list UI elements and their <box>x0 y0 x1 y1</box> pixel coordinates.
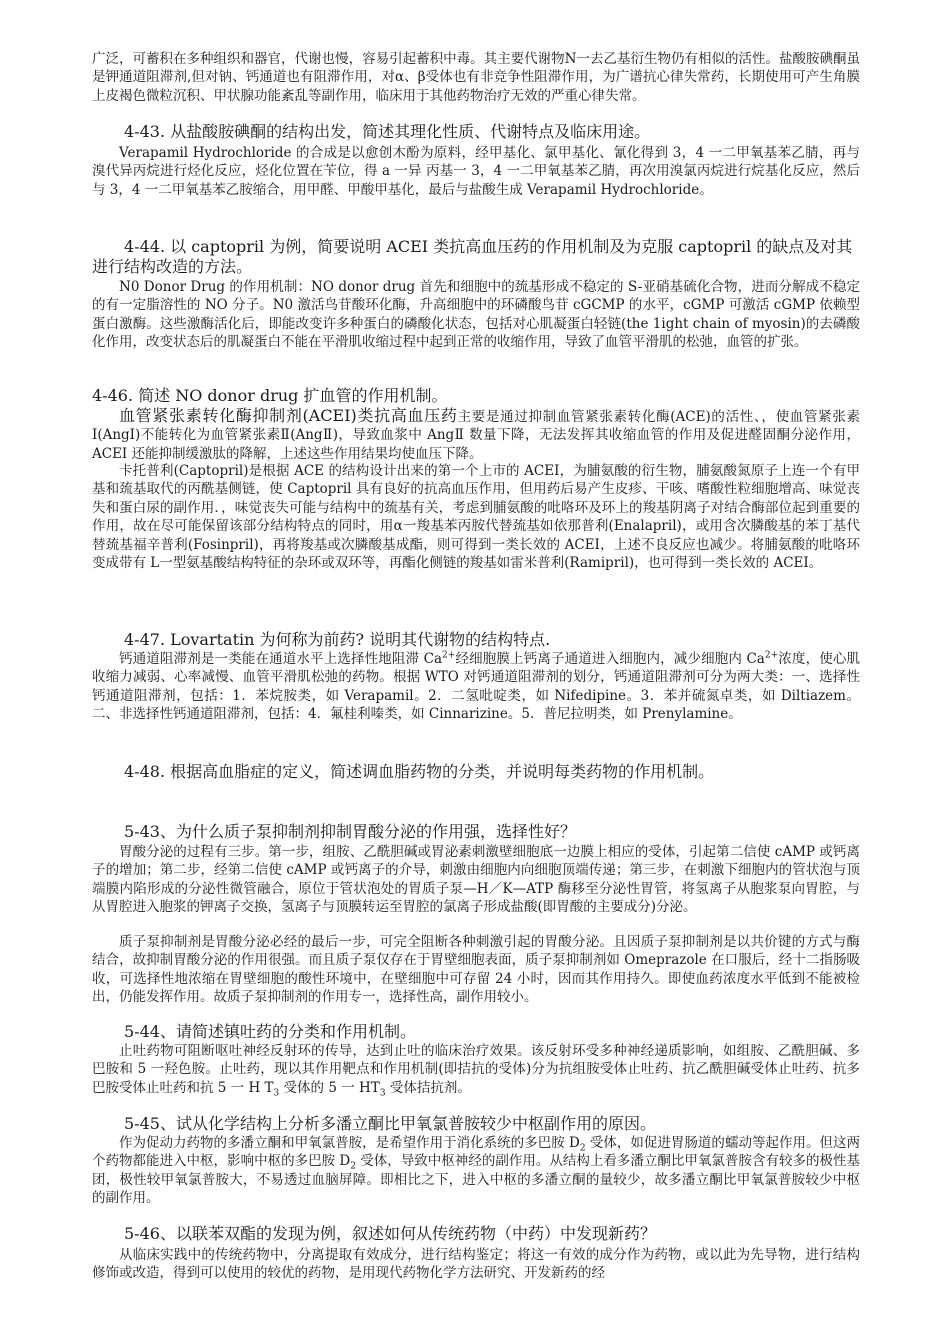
question-4-43: 4-43. 从盐酸胺碘酮的结构出发，简述其理化性质、代谢特点及临床用途。 <box>124 122 651 141</box>
answer-calcium-channel-blockers: 钙通道阻滞剂是一类能在通道水平上选择性地阻滞 $Ca^{2+}$经细胞膜上钙离子通道进入细胞内，减少细胞内 $Ca^{2+}$浓度，使心肌收缩力减弱、心率减慢、血管平滑肌松弛的药物。根据 WTO 对钙通道阻滞剂的划分，钙通道阻滞剂可分为两大类：一、选择性钙通道阻滞剂，包括：1．苯烷胺类，如 Verapamil。2．二氢吡啶类，如 Nifedipine。3．苯并硫氮卓类，如 Diltiazem。二、非选择性钙通道阻滞剂，包括：4．氟桂利嗪类，如 Cinnarizine。5．普尼拉明类，如 Prenylamine。 <box>92 650 861 723</box>
answer-domperidone: 作为促动力药物的多潘立酮和甲氧氯普胺，是希望作用于消化系统的多巴胺 $D_2$ 受体，如促进胃肠道的蠕动等起作用。但这两个药物都能进入中枢，影响中枢的多巴胺 $D_2$ 受体，导致中枢神经的副作用。从结构上看多潘立酮比甲氧氯普胺含有较多的极性基团，极性较甲氧氯普胺大，不易透过血脑屏障。即相比之下，进入中枢的多潘立酮的量较少，故多潘立酮比甲氧氯普胺较少中枢的副作用。 <box>92 1135 860 1207</box>
question-4-44: 4-44. 以 captopril 为例，简要说明 ACEI 类抗高血压药的作用机制及为克服 captopril 的缺点及对其进行结构改造的方法。 <box>92 237 853 276</box>
answer-no-donor-mechanism: N0 Donor Drug 的作用机制：NO donor drug 首先和细胞中的巯基形成不稳定的 S-亚硝基硫化合物，进而分解成不稳定的有一定脂溶性的 NO 分子。N0 激活鸟苷酸环化酶，升高细胞中的环磷酸鸟苷 cGCMP 的水平，cGMP 可激活 cGMP 依赖型蛋白激酶。这些激酶活化后，即能改变许多种蛋白的磷酸化状态，包括对心肌凝蛋白轻链(the 1ight chain of myosin)的去磷酸化作用，改变状态后的肌凝蛋白不能在平滑肌收缩过程中起到正常的收缩作用，导致了血管平滑肌的松弛，血管的扩张。 <box>92 279 860 351</box>
answer-traditional-medicine: 从临床实践中的传统药物中，分离提取有效成分，进行结构鉴定；将这一有效的成分作为药物，或以此为先导物，进行结构修饰或改造，得到可以使用的较优的药物，是用现代药物化学方法研究、开发新药的经 <box>92 1247 860 1282</box>
question-4-48: 4-48. 根据高血脂症的定义，简述调血脂药物的分类，并说明每类药物的作用机制。 <box>124 762 715 781</box>
question-5-43: 5-43、为什么质子泵抑制剂抑制胃酸分泌的作用强，选择性好？ <box>124 822 576 841</box>
answer-antiemetics: 止吐药物可阻断呕吐神经反射环的传导，达到止吐的临床治疗效果。该反射环受多种神经递质影响，如组胺、乙酰胆碱、多巴胺和 5 一羟色胺。止吐药，现以其作用靶点和作用机制(即拮抗的受体)分为抗组胺受体止吐药、抗乙酰胆碱受体止吐药、抗多巴胺受体止吐药和抗 5 一 H $T_3$ 受体的 5 一 $HT_3$ 受体拮抗剂。 <box>92 1043 860 1099</box>
answer-gastric-acid-secretion: 胃酸分泌的过程有三步。第一步，组胺、乙酰胆碱或胃泌素刺激壁细胞底一边膜上相应的受体，引起第二信使 cAMP 或钙离子的增加；第二步，经第二信使 cAMP 或钙离子的介导，刺激由细胞内向细胞顶端传递；第三步，在刺激下细胞内的管状泡与顶端膜内陷形成的分泌性微管融合，原位于管状泡处的胃质子泵—H／K—ATP 酶移至分泌性胃管，将氢离子从胞浆泵向胃腔，与从胃腔进入胞浆的钾离子交换，氢离子与顶膜转运至胃腔的氯离子形成盐酸(即胃酸的主要成分)分泌。 <box>92 844 860 916</box>
question-5-46: 5-46、以联苯双酯的发现为例，叙述如何从传统药物（中药）中发现新药？ <box>124 1224 656 1243</box>
answer-captopril-modification: 卡托普利(Captopril)是根据 ACE 的结构设计出来的第一个上市的 ACEI，为脯氨酸的衍生物，脯氨酸氮原子上连一个有甲基和巯基取代的丙酰基侧链，使 Captopril 具有良好的抗高血压作用，但用药后易产生皮疹、干咳、嗜酸性粒细胞增高、味觉丧失和蛋白尿的副作用．，味觉丧失可能与结构中的巯基有关，考虑到脯氨酸的吡咯环及环上的羧基阴离子对结合酶部位起到重要的作用，故在尽可能保留该部分结构特点的同时，用α一羧基苯丙胺代替巯基如依那普利(Enalapril)，或用含次膦酸基的苯丁基代替巯基福辛普利(Fosinpril)，再将羧基或次膦酸基成酯，则可得到一类长效的 ACEI，上述不良反应也减少。将脯氨酸的吡咯环变成带有 L一型氨基酸结构特征的杂环或双环等，再酯化侧链的羧基如雷米普利(Ramipril)，也可得到一类长效的 ACEI。 <box>92 463 860 572</box>
answer-proton-pump-inhibitors: 质子泵抑制剂是胃酸分泌必经的最后一步，可完全阻断各种刺激引起的胃酸分泌。且因质子泵抑制剂是以共价键的方式与酶结合，故抑制胃酸分泌的作用很强。而且质子泵仅存在于胃壁细胞表面，质子泵抑制剂如 Omeprazole 在口服后，经十二指肠吸收，可选择性地浓缩在胃壁细胞的酸性环境中，在壁细胞中可存留 24 小时，因而其作用持久。即使血药浓度水平低到不能被检出，仍能发挥作用。故质子泵抑制剂的作用专一，选择性高，副作用较小。 <box>92 934 860 1006</box>
paragraph-amiodarone-summary: 广泛，可蓄积在多种组织和器官，代谢也慢，容易引起蓄积中毒。其主要代谢物N一去乙基衍生物仍有相似的活性。盐酸胺碘酮虽是钾通道阻滞剂,但对钠、钙通道也有阻滞作用，对α、β受体也有非竞争性阻滞作用，为广谱抗心律失常药，长期使用可产生角膜上皮褐色微粒沉积、甲状腺功能紊乱等副作用，临床用于其他药物治疗无效的严重心律失常。 <box>92 51 860 104</box>
question-4-47: 4-47. Lovartatin 为何称为前药? 说明其代谢物的结构特点. <box>124 630 551 649</box>
question-5-45: 5-45、试从化学结构上分析多潘立酮比甲氧氯普胺较少中枢副作用的原因。 <box>124 1114 656 1133</box>
question-5-44: 5-44、请简述镇吐药的分类和作用机制。 <box>124 1022 416 1041</box>
answer-verapamil-synthesis: Verapamil Hydrochloride 的合成是以愈创木酚为原料，经甲基化、氯甲基化、氰化得到 3，4 一二甲氧基苯乙腈，再与溴代异丙烷进行烃化反应，烃化位置在苄位，得 a 一异 丙基一 3，4 一二甲氧基苯乙腈，再次用溴氯丙烷进行烷基化反应，然后与 3，4 一二甲氧基苯乙胺缩合，用甲醛、甲酸甲基化，最后与盐酸生成 Verapamil Hydrochloride。 <box>92 145 860 198</box>
question-4-46: 4-46. 简述 NO donor drug 扩血管的作用机制。 <box>92 386 448 405</box>
answer-acei-mechanism: 血管紧张素转化酶抑制剂(ACEI)类抗高血压药主要是通过抑制血管紧张素转化酶(ACE)的活性、，使血管紧张素 I(AngI)不能转化为血管紧张素Ⅱ(AngⅡ)，导致血浆中 AngⅡ 数量下降，无法发挥其收缩血管的作用及促进醛固酮分泌作用，ACEI 还能抑制缓激肽的降解，上述这些作用结果均使血压下降。 <box>92 406 860 462</box>
